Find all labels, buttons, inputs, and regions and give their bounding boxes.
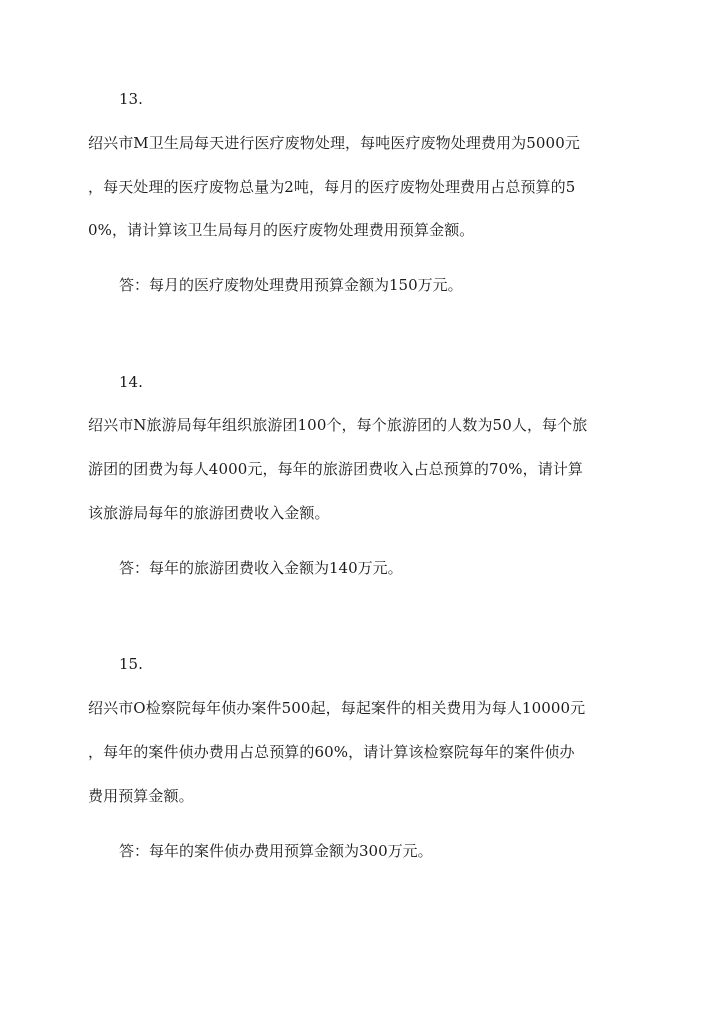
question-number: 13.	[119, 90, 143, 108]
question-text-line: 0%，请计算该卫生局每月的医疗废物处理费用预算金额。	[88, 221, 475, 239]
question-text-line: 绍兴市N旅游局每年组织旅游团100个，每个旅游团的人数为50人，每个旅	[88, 416, 588, 434]
question-text-line: 费用预算金额。	[88, 787, 194, 805]
question-number: 14.	[119, 373, 143, 391]
question-text-line: 绍兴市O检察院每年侦办案件500起，每起案件的相关费用为每人10000元	[88, 699, 586, 717]
answer-text: 答：每年的案件侦办费用预算金额为300万元。	[119, 842, 433, 860]
answer-text: 答：每年的旅游团费收入金额为140万元。	[119, 559, 403, 577]
question-text-line: ，每年的案件侦办费用占总预算的60%，请计算该检察院每年的案件侦办	[88, 743, 575, 761]
question-text-line: 绍兴市M卫生局每天进行医疗废物处理，每吨医疗废物处理费用为5000元	[88, 134, 580, 152]
question-number: 15.	[119, 655, 143, 673]
answer-text: 答：每月的医疗废物处理费用预算金额为150万元。	[119, 276, 463, 294]
question-text-line: 游团的团费为每人4000元，每年的旅游团费收入占总预算的70%，请计算	[88, 460, 584, 478]
question-text-line: ，每天处理的医疗废物总量为2吨，每月的医疗废物处理费用占总预算的5	[88, 178, 576, 196]
question-text-line: 该旅游局每年的旅游团费收入金额。	[88, 504, 330, 522]
